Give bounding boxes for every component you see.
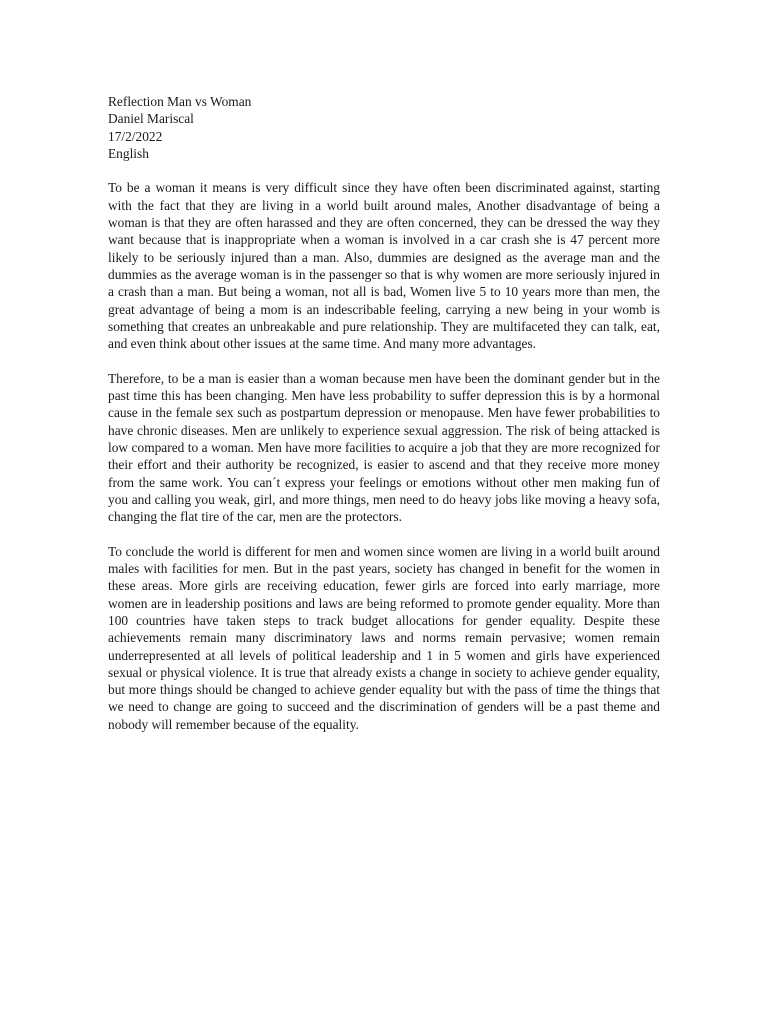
paragraph-1: To be a woman it means is very difficult since they have often been discriminated against, starting with the fact that they are living in a world built around males, Another disadvantage of being a woman is that they are often harassed and they are often concerned, they can be dressed the way they want because that is inappropriate when a woman is involved in a car crash she is 47 percent more likely to be seriously injured than a man. Also, dummies are designed as the average man and the dummies as the average woman is in the passenger so that is why women are more seriously injured in a crash than a man. But being a woman, not all is bad, Women live 5 to 10 years more than men, the great advantage of being a mom is an indescribable feeling, carrying a new being in your womb is something that creates an unbreakable and pure relationship. They are multifaceted they can talk, eat, and even think about other issues at the same time. And many more advantages. [108, 180, 660, 352]
author-name: Daniel Mariscal [108, 111, 194, 127]
course-name: English [108, 145, 149, 161]
document-title: Reflection Man vs Woman [108, 94, 252, 109]
document-header [108, 93, 660, 162]
paragraph-3: To conclude the world is different for men and women since women are living in a world built around males with facilities for men. But in the past years, society has changed in benefit for the women in these areas. More girls are receiving education, fewer girls are forced into early marriage, more women are in leadership positions and laws are being reformed to promote gender equality. More than 100 countries have taken steps to track budget allocations for gender equality. Despite these achievements remain many discriminatory laws and norms remain pervasive; women remain underrepresented at all levels of political leadership and 1 in 5 women and girls have experienced sexual or physical violence. It is true that already exists a change in society to achieve gender equality, but more things should be changed to achieve gender equality but with the pass of time the things that we need to change are going to succeed and the discrimination of genders will be a past theme and nobody will remember because of the equality. [108, 543, 660, 732]
paragraph-2: Therefore, to be a man is easier than a woman because men have been the dominant gender but in the past time this has been changing. Men have less probability to suffer depression this is by a hormonal cause in the female sex such as postpartum depression or menopause. Men have fewer probabilities to have chronic diseases. Men are unlikely to experience sexual aggression. The risk of being attacked is low compared to a woman. Men have more facilities to acquire a job that they are more recognized for their effort and their authority be recognized, is easier to ascend and that they receive more money from the same work. You can´t express your feelings or emotions without other men making fun of you and calling you weak, girl, and more things, men need to do heavy jobs like moving a heavy sofa, changing the flat tire of the car, men are the protectors. [108, 370, 660, 525]
document-body [108, 93, 660, 750]
document-date: 17/2/2022 [108, 128, 163, 144]
